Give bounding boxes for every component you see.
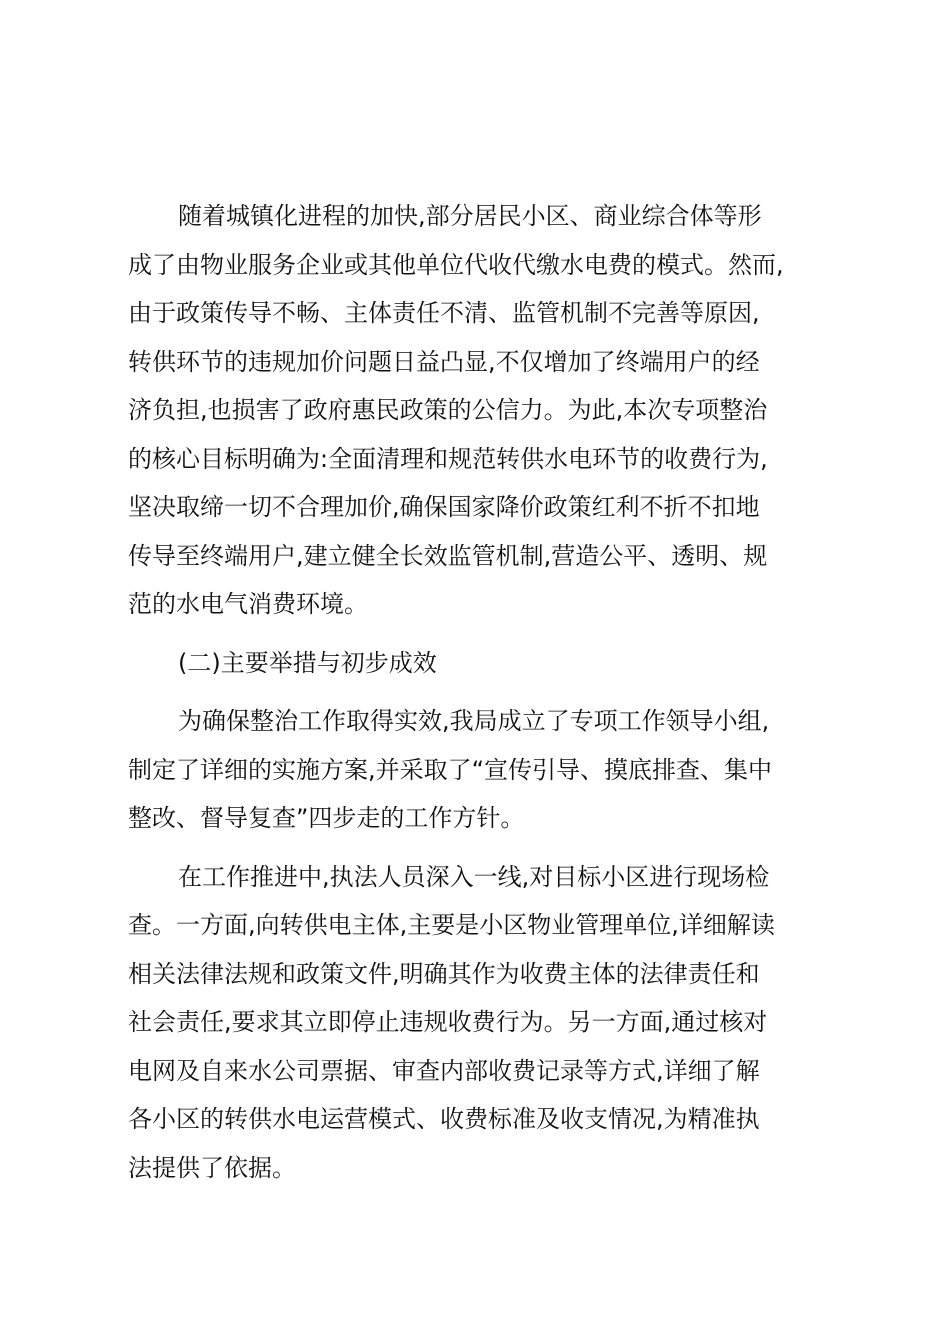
text-line: 为确保整治工作取得实效,我局成立了专项工作领导小组, — [178, 707, 770, 735]
text-line: 整改、督导复查”四步走的工作方针。 — [128, 804, 525, 832]
text-line: 相关法律法规和政策文件,明确其作为收费主体的法律责任和 — [128, 959, 760, 988]
text-line: 的核心目标明确为:全面清理和规范转供水电环节的收费行为, — [128, 444, 768, 473]
text-line: 由于政策传导不畅、主体责任不清、监管机制不完善等原因, — [128, 299, 760, 327]
text-line: 转供环节的违规加价问题日益凸显,不仅增加了终端用户的经 — [128, 347, 760, 376]
text-line: 电网及自来水公司票据、审查内部收费记录等方式,详细了解 — [128, 1056, 760, 1085]
text-line: 随着城镇化进程的加快,部分居民小区、商业综合体等形 — [178, 202, 762, 230]
text-line: 法提供了依据。 — [128, 1153, 296, 1182]
paragraph-objectives — [128, 192, 828, 629]
text-line: 传导至终端用户,建立健全长效监管机制,营造公平、透明、规 — [128, 541, 768, 570]
text-line: 成了由物业服务企业或其他单位代收代缴水电费的模式。然而, — [128, 250, 784, 279]
text-line: 范的水电气消费环境。 — [128, 590, 368, 618]
section-heading-text: (二)主要举措与初步成效 — [178, 648, 437, 677]
text-line: 社会责任,要求其立即停止违规收费行为。另一方面,通过核对 — [128, 1008, 768, 1036]
paragraph-inspection — [128, 853, 828, 1193]
text-line: 制定了详细的实施方案,并采取了“宣传引导、摸底排查、集中 — [128, 755, 773, 784]
text-line: 各小区的转供水电运营模式、收费标准及收支情况,为精准执 — [128, 1105, 760, 1133]
text-line: 在工作推进中,执法人员深入一线,对目标小区进行现场检 — [178, 862, 770, 891]
section-heading — [128, 639, 828, 688]
text-line: 坚决取缔一切不合理加价,确保国家降价政策红利不折不扣地 — [128, 493, 760, 521]
text-line: 济负担,也损害了政府惠民政策的公信力。为此,本次专项整治 — [128, 396, 768, 424]
text-line: 查。一方面,向转供电主体,主要是小区物业管理单位,详细解读 — [128, 911, 775, 939]
paragraph-measures — [128, 697, 828, 843]
document-body — [128, 192, 828, 1192]
